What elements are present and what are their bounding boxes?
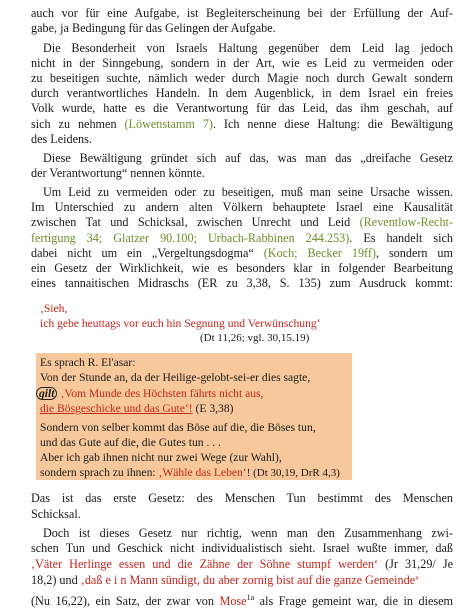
text-line: nicht in der Sinngebung, sondern in der Art, wie es Leid zu vermeiden oder	[31, 56, 453, 70]
quote-line: Es sprach R. El'asar:	[40, 356, 136, 369]
quote-fragment: die Bösgeschicke und das Gute‘!	[40, 402, 193, 415]
text-line: schen Tun und Geschick nicht individualistisch sieht. Israel wußte immer, daß	[31, 541, 453, 555]
quote-line: ‚Sieh,	[40, 302, 68, 315]
text-fragment: 18,2) und	[31, 573, 81, 587]
text-line	[31, 590, 453, 609]
quote-line	[40, 465, 440, 481]
text-line: Im Unterschied zu andern alten Völkern behauptete Israel eine Kausalität	[31, 200, 453, 214]
text-fragment: . Es handelt sich	[349, 231, 453, 245]
quote-fragment: ‚daß e i n Mann sündigt, du aber zornig bist auf die ganze Gemeinde‘	[80, 573, 420, 587]
citation-link[interactable]: (Löwenstamm 7)	[124, 117, 213, 131]
text-line: zu beseitigen suchte, nämlich weder durch Magie noch durch Gewalt sondern	[31, 71, 453, 85]
citation-link[interactable]: (Koch; Becker 19ff)	[263, 246, 376, 260]
text-fragment: , sondern um	[376, 246, 453, 260]
quote-reference: ! (Dt 30,19, DrR 4,3)	[246, 467, 340, 479]
text-line: gabe, ja Bedingung für das Gelingen der Aufgabe.	[31, 21, 276, 35]
text-line: eines tannaitischen Midraschs (ER zu 3,38, S. 135) zum Ausdruck kommt:	[31, 276, 453, 290]
citation-link[interactable]: (Reventlow-Recht-	[359, 215, 453, 229]
citation-link[interactable]: fertigung 34; Glatzer 90.100; Urbach-Rabbinen 244.253)	[31, 231, 350, 245]
quote-reference: (Dt 11,26; vgl. 30,15.19)	[200, 332, 310, 344]
text-line: Um Leid zu vermeiden oder zu beseitigen, muß man seine Ursache wissen.	[43, 185, 453, 199]
text-line: Das ist das erste Gesetz: des Menschen Tun bestimmt des Menschen	[31, 491, 453, 505]
quote-line	[36, 386, 352, 401]
quote-line: Sondern von selber kommt das Böse auf die, die Böses tun,	[40, 421, 316, 434]
quote-line: ich gebe heuttags vor euch hin Segnung und Verwünschung‘	[40, 317, 321, 330]
text-fragment: sich zu nehmen	[31, 117, 125, 131]
name-fragment: Mose	[219, 594, 247, 609]
text-line: Diese Bewältigung gründet sich auf das, was man das „dreifache Gesetz	[43, 151, 453, 165]
text-line: ein Gesetz der Wirklichkeit, wie es besonders klar in folgender Bearbeitung	[31, 261, 453, 275]
text-line	[31, 573, 453, 588]
quote-reference: (E 3,38)	[192, 402, 234, 415]
text-line: Schicksal.	[31, 507, 81, 521]
text-line	[31, 117, 453, 132]
footnote-marker: 1a	[246, 593, 255, 602]
text-line	[31, 246, 453, 261]
quote-fragment: sondern sprach zu ihnen:	[40, 466, 159, 479]
handwritten-annotation: gilt	[36, 387, 57, 400]
text-line: der Verantwortung“ nennen könnte.	[31, 166, 205, 180]
text-line	[31, 231, 453, 246]
text-fragment: als Frage gemeint war, die in diesem	[254, 594, 453, 609]
text-line: durch verantwortliches Handeln. In dem Augenblick, in dem Israel ein freies	[31, 86, 453, 100]
text-line: des Leidens.	[31, 132, 92, 146]
text-line: Doch ist dieses Gesetz nur richtig, wenn man den Zusammenhang zwi-	[43, 526, 453, 540]
text-line: Die Besonderheit von Israels Haltung gegenüber dem Leid lag jedoch	[43, 41, 453, 55]
quote-line: und das Gute auf die, die Gutes tun . . .	[40, 436, 221, 449]
text-line: auch vor für eine Aufgabe, ist Begleiterscheinung bei der Erfüllung der Auf-	[31, 6, 453, 20]
quote-line: Aber ich gab ihnen nicht nur zwei Wege (zur Wahl),	[40, 451, 282, 464]
quote-fragment: ‚Väter Herlinge essen und die Zähne der Söhne stumpf werden‘	[31, 557, 379, 571]
quote-line: Von der Stunde an, da der Heilige-gelobt-sei-er dies sagte,	[40, 371, 311, 384]
quote-line	[40, 401, 350, 416]
text-line: Volk wurde, hatte es die Verantwortung für das Leid, das ihm geschah, auf	[31, 101, 453, 115]
text-fragment: dabei nicht um ein „Vergeltungsdogma“	[31, 246, 264, 260]
text-fragment: . Ich nenne diese Haltung: die Bewältigung	[212, 117, 453, 131]
text-fragment: (Jr 31,29/ Je	[378, 557, 453, 571]
text-fragment: (Nu 16,22), ein Satz, der zwar von	[31, 594, 220, 609]
text-line	[31, 557, 453, 572]
quote-fragment: ‚Vom Munde des Höchsten fährts nicht aus,	[60, 387, 264, 400]
text-fragment: zwischen Tat und Schicksal, zwischen Unrecht und Leid	[31, 215, 360, 229]
text-line	[31, 215, 453, 230]
quote-fragment: ‚Wähle das Leben‘	[158, 466, 247, 479]
